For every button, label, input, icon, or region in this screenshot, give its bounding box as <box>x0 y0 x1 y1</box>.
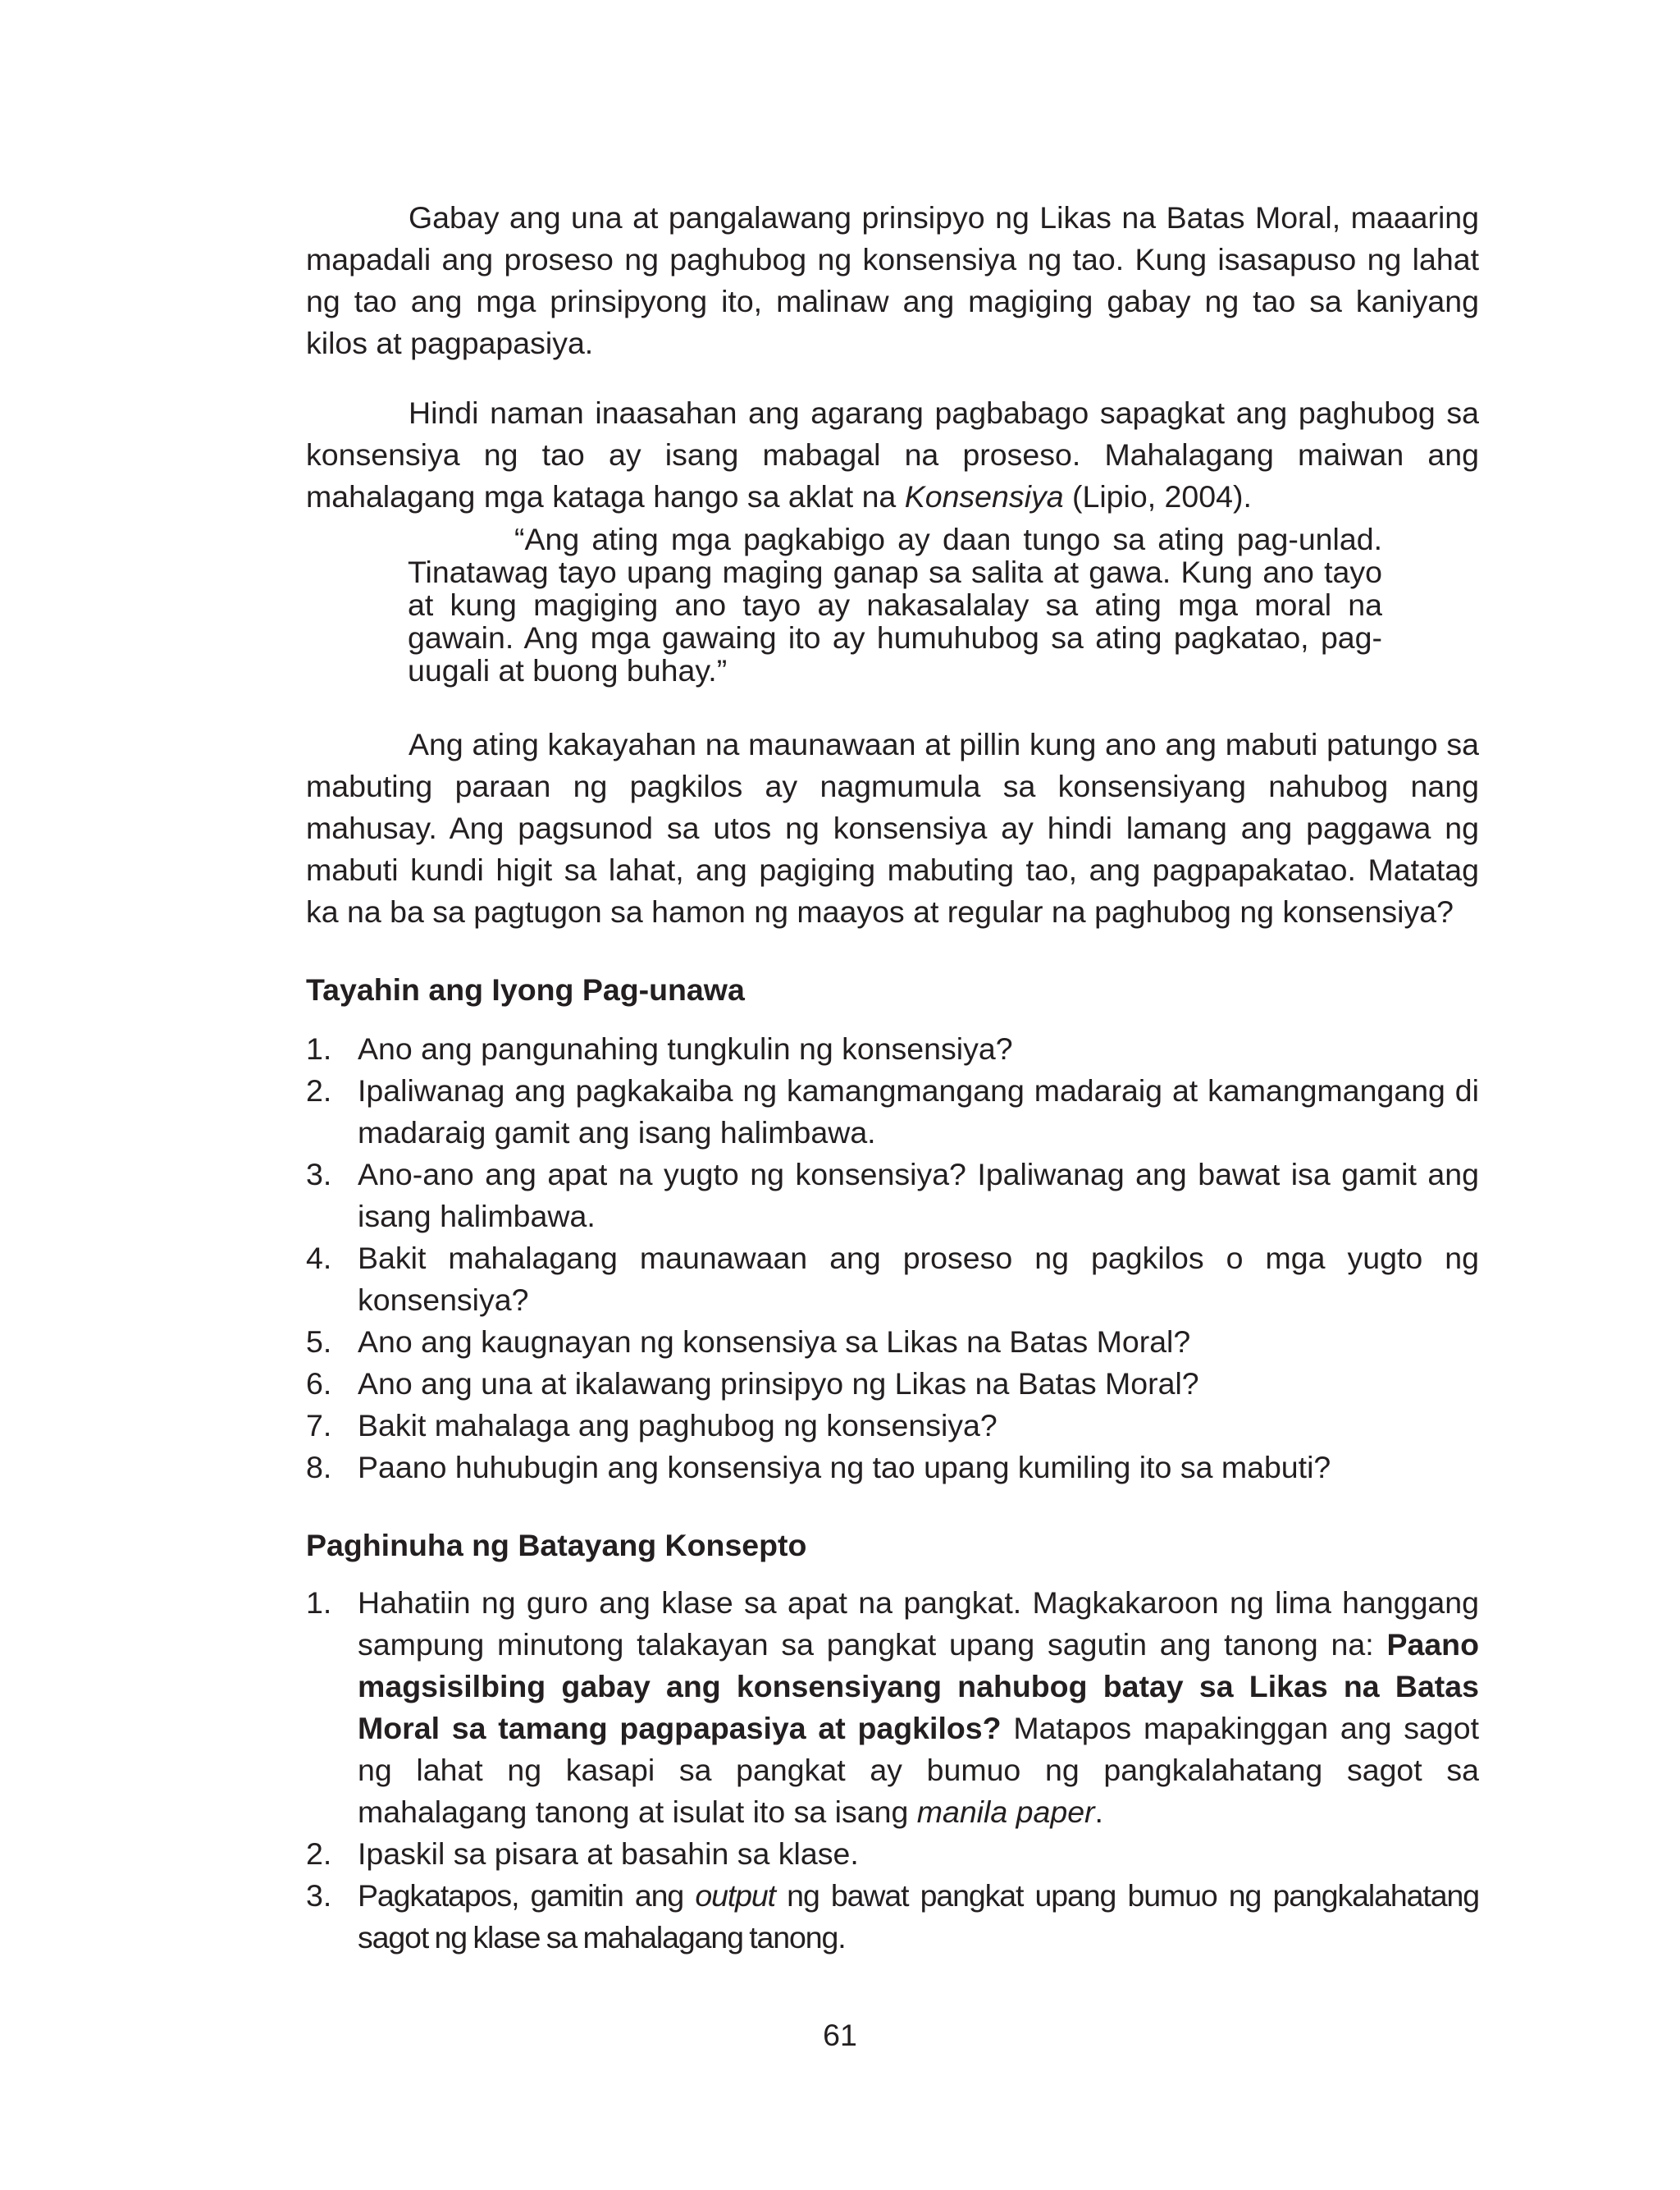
activity-list <box>306 1582 1479 1959</box>
list-item-text: Bakit mahalaga ang paghubog ng konsensiya? <box>358 1408 998 1442</box>
italic-term: output <box>695 1878 776 1913</box>
list-item-text: Matapos mapakinggan ang sagot ng lahat ng kasapi sa pangkat ay bumuo ng pangkalahatang sagot sa mahalagang tanong at isulat ito sa isang <box>358 1711 1479 1829</box>
list-number: 3. <box>306 1157 332 1191</box>
list-item-text: Ano-ano ang apat na yugto ng konsensiya? Ipaliwanag ang bawat isa gamit ang isang halimbawa. <box>358 1157 1479 1233</box>
list-number: 2. <box>306 1836 332 1871</box>
list-item <box>306 1154 1479 1237</box>
list-item <box>306 1875 1479 1959</box>
intro-paragraph-3: Ang ating kakayahan na maunawaan at pillin kung ano ang mabuti patungo sa mabuting paraan ng pagkilos ay nagmumula sa konsensiyang nahubog nang mahusay. Ang pagsunod sa utos ng konsensiya ay hindi lamang ang paggawa ng mabuti kundi higit sa lahat, ang pagiging mabuting tao, ang pagpapakatao. Matatag ka na ba sa pagtugon sa hamon ng maayos at regular na paghubog ng konsensiya? <box>306 727 1479 929</box>
key-question: Paano magsisilbing gabay ang konsensiyang nahubog batay sa Likas na Batas Moral sa tamang pagpapasiya at pagkilos? <box>358 1627 1479 1745</box>
list-item <box>306 1321 1479 1363</box>
list-number: 1. <box>306 1031 332 1066</box>
list-number: 7. <box>306 1408 332 1442</box>
question-list <box>306 1028 1479 1488</box>
document-page <box>306 197 1479 1959</box>
list-number: 5. <box>306 1324 332 1359</box>
intro-paragraph-1: Gabay ang una at pangalawang prinsipyo ng Likas na Batas Moral, maaaring mapadali ang proseso ng paghubog ng konsensiya ng tao. Kung isasapuso ng lahat ng tao ang mga prinsipyong ito, malinaw ang magiging gabay ng tao sa kaniyang kilos at pagpapasiya. <box>306 200 1479 360</box>
list-item-text: Ano ang pangunahing tungkulin ng konsensiya? <box>358 1031 1013 1066</box>
list-item <box>306 1447 1479 1488</box>
list-item-text: Ano ang una at ikalawang prinsipyo ng Likas na Batas Moral? <box>358 1366 1199 1401</box>
list-item <box>306 1070 1479 1154</box>
list-item-text: ng bawat pangkat upang bumuo ng pangkalahatang sagot ng klase sa mahalagang tanong. <box>358 1878 1479 1955</box>
intro-paragraph-2 <box>306 392 1479 518</box>
list-item <box>306 1405 1479 1447</box>
list-number: 8. <box>306 1450 332 1484</box>
italic-term: manila paper <box>916 1795 1095 1829</box>
list-item <box>306 1582 1479 1833</box>
list-item-text: Ipaskil sa pisara at basahin sa klase. <box>358 1836 859 1871</box>
list-item-text: Paano huhubugin ang konsensiya ng tao upang kumiling ito sa mabuti? <box>358 1450 1331 1484</box>
list-number: 1. <box>306 1585 332 1620</box>
list-item-text: Ano ang kaugnayan ng konsensiya sa Likas na Batas Moral? <box>358 1324 1191 1359</box>
list-item-text: Bakit mahalagang maunawaan ang proseso ng pagkilos o mga yugto ng konsensiya? <box>358 1241 1479 1317</box>
list-item-text: . <box>1094 1795 1103 1829</box>
list-number: 4. <box>306 1241 332 1275</box>
list-item <box>306 1028 1479 1070</box>
list-item <box>306 1833 1479 1875</box>
citation: (Lipio, 2004). <box>1063 479 1252 514</box>
book-title: Konsensiya <box>904 479 1064 514</box>
list-number: 3. <box>306 1878 332 1913</box>
list-item <box>306 1237 1479 1321</box>
list-item-text: Ipaliwanag ang pagkakaiba ng kamangmangang madaraig at kamangmangang di madaraig gamit ang isang halimbawa. <box>358 1073 1479 1150</box>
list-number: 2. <box>306 1073 332 1108</box>
list-number: 6. <box>306 1366 332 1401</box>
list-item-text: Pagkatapos, gamitin ang <box>358 1878 696 1913</box>
block-quote: “Ang ating mga pagkabigo ay daan tungo sa ating pag-unlad. Tinatawag tayo upang maging ganap sa salita at gawa. Kung ano tayo at kung magiging ano tayo ay nakasalalay sa ating mga moral na gawain. Ang mga gawaing ito ay humuhubog sa ating pagkatao, pag-uugali at buong buhay.” <box>408 522 1382 688</box>
section-title-tayahin: Tayahin ang Iyong Pag-unawa <box>306 972 745 1007</box>
list-item <box>306 1363 1479 1405</box>
intro-paragraph-2-text: Hindi naman inaasahan ang agarang pagbabago sapagkat ang paghubog sa konsensiya ng tao ay isang mabagal na proseso. Mahalagang maiwan ang mahalagang mga kataga hango sa aklat na <box>306 395 1479 514</box>
list-item-text: Hahatiin ng guro ang klase sa apat na pangkat. Magkakaroon ng lima hanggang sampung minutong talakayan sa pangkat upang sagutin ang tanong na: <box>358 1585 1479 1662</box>
page-number: 61 <box>823 2018 857 2052</box>
section-title-paghinuha: Paghinuha ng Batayang Konsepto <box>306 1528 807 1562</box>
